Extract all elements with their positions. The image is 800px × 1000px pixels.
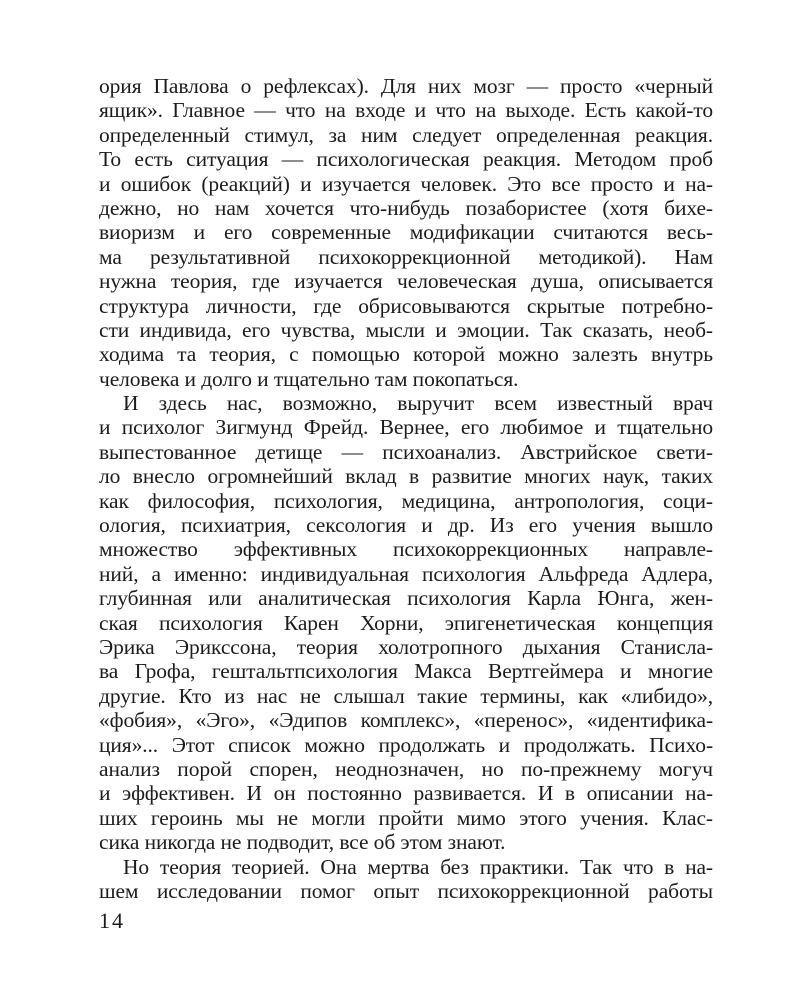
text-line: структура личности, где обрисовываются скрытые потребно- [99, 293, 713, 318]
text-line: ма результативной психокоррекционной методикой). Нам [99, 244, 713, 269]
page-body-text [99, 74, 713, 903]
text-line: определенный стимул, за ним следует определенная реакция. [99, 122, 713, 147]
text-line: ходима та теория, с помощью которой можно залезть внутрь [99, 342, 713, 367]
page-number: 14 [99, 908, 125, 933]
text-line: ний, а именно: индивидуальная психология Альфреда Адлера, [99, 561, 713, 586]
text-line: и ошибок (реакций) и изучается человек. Это все просто и на- [99, 171, 713, 196]
text-line: ва Грофа, гештальтпсихология Макса Вертгеймера и многие [99, 659, 713, 684]
text-line: и эффективен. И он постоянно развивается. И в описании на- [99, 781, 713, 806]
text-line: «фобия», «Эго», «Эдипов комплекс», «перенос», «идентифика- [99, 708, 713, 733]
text-line: ология, психиатрия, сексология и др. Из его учения вышло [99, 513, 713, 538]
text-line: глубинная или аналитическая психология Карла Юнга, жен- [99, 586, 713, 611]
text-line: как философия, психология, медицина, антропология, соци- [99, 488, 713, 513]
text-line: сти индивида, его чувства, мысли и эмоции. Так сказать, необ- [99, 317, 713, 342]
text-line: То есть ситуация — психологическая реакция. Методом проб [99, 147, 713, 172]
text-line: ция»... Этот список можно продолжать и продолжать. Психо- [99, 732, 713, 757]
text-line: ская психология Карен Хорни, эпигенетическая концепция [99, 610, 713, 635]
text-line: Но теория теорией. Она мертва без практики. Так что в на- [123, 854, 713, 879]
text-line: шем исследовании помог опыт психокоррекционной работы [99, 878, 713, 903]
text-line: дежно, но нам хочется что-нибудь позабористее (хотя бихе- [99, 195, 713, 220]
text-line: виоризм и его современные модификации считаются весь- [99, 220, 713, 245]
text-line: ящик». Главное — что на входе и что на выходе. Есть какой-то [99, 98, 713, 123]
text-line: другие. Кто из нас не слышал такие термины, как «либидо», [99, 683, 713, 708]
text-line: и психолог Зигмунд Фрейд. Вернее, его любимое и тщательно [99, 415, 713, 440]
text-line: выпестованное детище — психоанализ. Австрийское свети- [99, 439, 713, 464]
text-line: нужна теория, где изучается человеческая душа, описывается [99, 269, 713, 294]
text-line: ория Павлова о рефлексах). Для них мозг — просто «черный [99, 74, 713, 98]
text-line: ших героинь мы не могли пройти мимо этого учения. Клас- [99, 805, 713, 830]
text-line: ло внесло огромнейший вклад в развитие многих наук, таких [99, 464, 713, 489]
text-line: анализ порой спорен, неоднозначен, но по-прежнему могуч [99, 756, 713, 781]
text-line: сика никогда не подводит, все об этом знают. [99, 830, 506, 855]
text-line: И здесь нас, возможно, выручит всем известный врач [123, 391, 713, 416]
text-line: множество эффективных психокоррекционных направле- [99, 537, 713, 562]
text-line: человека и долго и тщательно там покопаться. [99, 366, 519, 391]
text-line: Эрика Эриксcона, теория холотропного дыхания Станисла- [99, 634, 713, 659]
